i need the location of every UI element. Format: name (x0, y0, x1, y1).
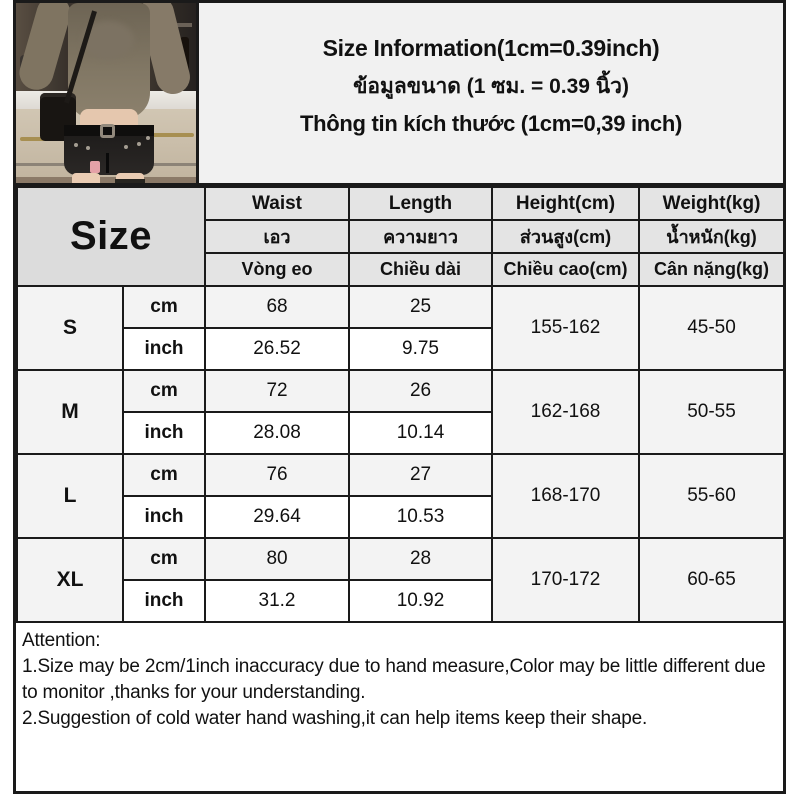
photo-shorts-seam (106, 153, 109, 173)
header-length-vi: Chiều dài (349, 253, 492, 286)
product-photo (16, 3, 199, 183)
unit-cm: cm (123, 370, 205, 412)
title-thai: ข้อมูลขนาด (1 ซม. = 0.39 นิ้ว) (353, 75, 629, 98)
length-inch-xl: 10.92 (349, 580, 492, 622)
photo-stud (146, 136, 150, 140)
length-cm-m: 26 (349, 370, 492, 412)
height-s: 155-162 (492, 286, 639, 370)
header-height-en: Height(cm) (492, 187, 639, 220)
attention-heading: Attention: (22, 630, 101, 651)
unit-inch: inch (123, 328, 205, 370)
title-english: Size Information(1cm=0.39inch) (322, 35, 660, 61)
photo-bandaid (90, 161, 100, 173)
length-cm-s: 25 (349, 286, 492, 328)
weight-m: 50-55 (639, 370, 784, 454)
header-row-english (17, 187, 784, 220)
height-xl: 170-172 (492, 538, 639, 622)
length-inch-m: 10.14 (349, 412, 492, 454)
table-row-s-cm (17, 286, 784, 328)
photo-stud (124, 145, 128, 149)
size-label-m: M (17, 370, 123, 454)
header-height-vi: Chiều cao(cm) (492, 253, 639, 286)
table-row-l-cm (17, 454, 784, 496)
photo-floor (16, 177, 196, 183)
photo-model-leg (72, 173, 100, 183)
weight-s: 45-50 (639, 286, 784, 370)
length-cm-l: 27 (349, 454, 492, 496)
attention-section (16, 623, 783, 732)
waist-inch-s: 26.52 (205, 328, 349, 370)
photo-belt-buckle (100, 124, 115, 138)
size-label-l: L (17, 454, 123, 538)
size-table (16, 186, 785, 623)
header-waist-vi: Vòng eo (205, 253, 349, 286)
header-weight-th: น้ำหนัก(kg) (639, 220, 784, 253)
unit-cm: cm (123, 286, 205, 328)
height-l: 168-170 (492, 454, 639, 538)
attention-line-2: 2.Suggestion of cold water hand washing,it can help items keep their shape. (22, 708, 648, 729)
waist-cm-xl: 80 (205, 538, 349, 580)
top-section (16, 3, 783, 186)
size-header-cell: Size (17, 187, 205, 286)
photo-stud (86, 146, 90, 150)
table-row-xl-cm (17, 538, 784, 580)
waist-inch-m: 28.08 (205, 412, 349, 454)
photo-stud (74, 143, 78, 147)
chart-frame (13, 0, 786, 794)
unit-cm: cm (123, 538, 205, 580)
photo-stud (137, 142, 141, 146)
length-inch-l: 10.53 (349, 496, 492, 538)
length-inch-s: 9.75 (349, 328, 492, 370)
title-vietnamese: Thông tin kích thước (1cm=0,39 inch) (300, 111, 682, 136)
table-row-m-cm (17, 370, 784, 412)
waist-inch-xl: 31.2 (205, 580, 349, 622)
weight-l: 55-60 (639, 454, 784, 538)
header-length-en: Length (349, 187, 492, 220)
unit-inch: inch (123, 496, 205, 538)
waist-inch-l: 29.64 (205, 496, 349, 538)
weight-xl: 60-65 (639, 538, 784, 622)
waist-cm-l: 76 (205, 454, 349, 496)
length-cm-xl: 28 (349, 538, 492, 580)
header-waist-en: Waist (205, 187, 349, 220)
attention-line-1: 1.Size may be 2cm/1inch inaccuracy due to hand measure,Color may be little different due to monitor ,thanks for your understanding. (22, 656, 766, 703)
unit-inch: inch (123, 412, 205, 454)
photo-sock (115, 179, 145, 183)
waist-cm-s: 68 (205, 286, 349, 328)
header-weight-en: Weight(kg) (639, 187, 784, 220)
waist-cm-m: 72 (205, 370, 349, 412)
height-m: 162-168 (492, 370, 639, 454)
header-height-th: ส่วนสูง(cm) (492, 220, 639, 253)
size-label-xl: XL (17, 538, 123, 622)
header-length-th: ความยาว (349, 220, 492, 253)
header-waist-th: เอว (205, 220, 349, 253)
size-label-s: S (17, 286, 123, 370)
title-area (199, 3, 783, 183)
unit-inch: inch (123, 580, 205, 622)
unit-cm: cm (123, 454, 205, 496)
header-weight-vi: Cân nặng(kg) (639, 253, 784, 286)
